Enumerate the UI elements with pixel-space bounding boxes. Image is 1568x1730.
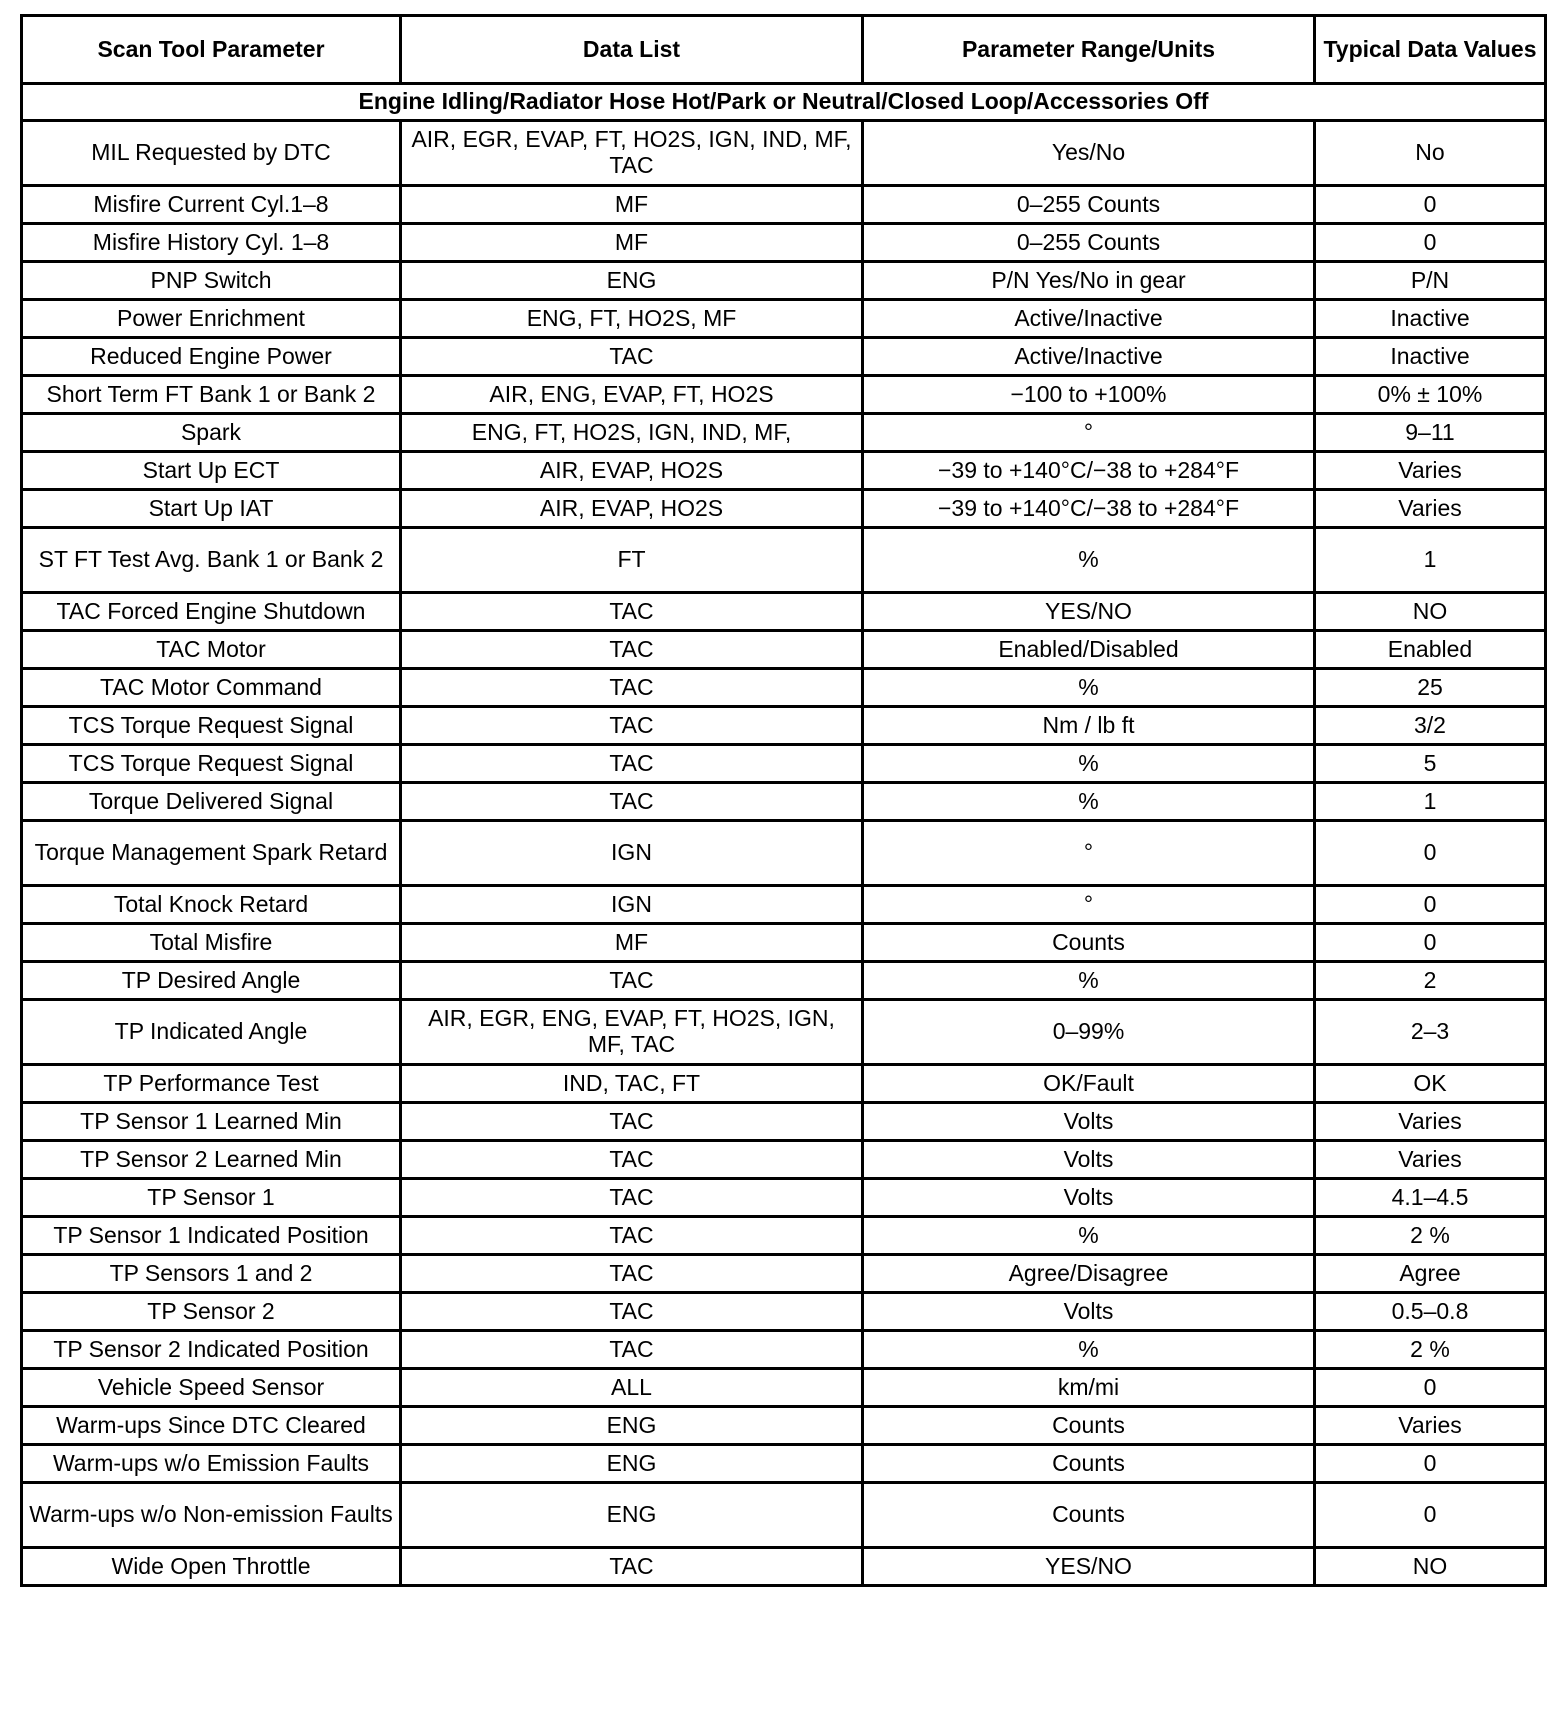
- cell-parameter-range: %: [863, 1217, 1315, 1255]
- cell-typical-value: 0: [1315, 1445, 1546, 1483]
- cell-typical-value: Varies: [1315, 1407, 1546, 1445]
- cell-parameter-range: %: [863, 783, 1315, 821]
- header-scan-tool-parameter: Scan Tool Parameter: [22, 16, 401, 84]
- cell-data-list: AIR, EGR, ENG, EVAP, FT, HO2S, IGN, MF, TAC: [401, 1000, 863, 1065]
- cell-typical-value: 1: [1315, 783, 1546, 821]
- cell-data-list: TAC: [401, 783, 863, 821]
- condition-row: [22, 84, 1546, 121]
- table-row: [22, 1255, 1546, 1293]
- cell-parameter-range: Counts: [863, 1407, 1315, 1445]
- table-row: [22, 1293, 1546, 1331]
- table-row: [22, 1445, 1546, 1483]
- cell-typical-value: 0.5–0.8: [1315, 1293, 1546, 1331]
- table-row: [22, 669, 1546, 707]
- table-row: [22, 376, 1546, 414]
- cell-typical-value: Varies: [1315, 1141, 1546, 1179]
- condition-text: Engine Idling/Radiator Hose Hot/Park or Neutral/Closed Loop/Accessories Off: [22, 84, 1546, 121]
- cell-scan-tool-parameter: Torque Management Spark Retard: [22, 821, 401, 886]
- cell-typical-value: 0: [1315, 1483, 1546, 1548]
- cell-scan-tool-parameter: Warm-ups w/o Emission Faults: [22, 1445, 401, 1483]
- cell-scan-tool-parameter: TP Sensors 1 and 2: [22, 1255, 401, 1293]
- cell-scan-tool-parameter: TP Sensor 2: [22, 1293, 401, 1331]
- table-row: [22, 1331, 1546, 1369]
- cell-scan-tool-parameter: TP Indicated Angle: [22, 1000, 401, 1065]
- cell-parameter-range: Volts: [863, 1141, 1315, 1179]
- cell-scan-tool-parameter: TAC Motor: [22, 631, 401, 669]
- cell-data-list: ENG, FT, HO2S, MF: [401, 300, 863, 338]
- table-row: [22, 707, 1546, 745]
- table-row: [22, 1000, 1546, 1065]
- cell-parameter-range: km/mi: [863, 1369, 1315, 1407]
- table-row: [22, 262, 1546, 300]
- table-row: [22, 1217, 1546, 1255]
- cell-parameter-range: Active/Inactive: [863, 300, 1315, 338]
- table-row: [22, 1103, 1546, 1141]
- cell-data-list: TAC: [401, 1141, 863, 1179]
- cell-typical-value: 0: [1315, 924, 1546, 962]
- cell-data-list: TAC: [401, 1103, 863, 1141]
- table-row: [22, 490, 1546, 528]
- cell-typical-value: 0: [1315, 224, 1546, 262]
- cell-typical-value: 4.1–4.5: [1315, 1179, 1546, 1217]
- cell-data-list: TAC: [401, 1255, 863, 1293]
- header-parameter-range-units: Parameter Range/Units: [863, 16, 1315, 84]
- cell-data-list: TAC: [401, 1331, 863, 1369]
- cell-data-list: MF: [401, 186, 863, 224]
- cell-parameter-range: °: [863, 414, 1315, 452]
- cell-scan-tool-parameter: PNP Switch: [22, 262, 401, 300]
- cell-typical-value: 5: [1315, 745, 1546, 783]
- cell-parameter-range: %: [863, 1331, 1315, 1369]
- header-data-list: Data List: [401, 16, 863, 84]
- cell-data-list: TAC: [401, 745, 863, 783]
- cell-parameter-range: Counts: [863, 924, 1315, 962]
- table-row: [22, 186, 1546, 224]
- cell-parameter-range: Counts: [863, 1445, 1315, 1483]
- cell-data-list: AIR, EVAP, HO2S: [401, 452, 863, 490]
- cell-typical-value: 9–11: [1315, 414, 1546, 452]
- table-row: [22, 924, 1546, 962]
- cell-parameter-range: °: [863, 821, 1315, 886]
- cell-scan-tool-parameter: Misfire Current Cyl.1–8: [22, 186, 401, 224]
- cell-parameter-range: 0–255 Counts: [863, 186, 1315, 224]
- cell-parameter-range: Volts: [863, 1293, 1315, 1331]
- cell-scan-tool-parameter: Warm-ups Since DTC Cleared: [22, 1407, 401, 1445]
- cell-parameter-range: OK/Fault: [863, 1065, 1315, 1103]
- cell-data-list: TAC: [401, 1293, 863, 1331]
- table-row: [22, 593, 1546, 631]
- cell-typical-value: 2 %: [1315, 1331, 1546, 1369]
- cell-scan-tool-parameter: Spark: [22, 414, 401, 452]
- cell-parameter-range: −100 to +100%: [863, 376, 1315, 414]
- cell-scan-tool-parameter: TP Sensor 2 Learned Min: [22, 1141, 401, 1179]
- table-row: [22, 1141, 1546, 1179]
- cell-data-list: ENG, FT, HO2S, IGN, IND, MF,: [401, 414, 863, 452]
- cell-scan-tool-parameter: Wide Open Throttle: [22, 1548, 401, 1586]
- cell-data-list: MF: [401, 924, 863, 962]
- cell-scan-tool-parameter: TP Sensor 1 Learned Min: [22, 1103, 401, 1141]
- cell-typical-value: 0: [1315, 186, 1546, 224]
- cell-parameter-range: Nm / lb ft: [863, 707, 1315, 745]
- cell-parameter-range: YES/NO: [863, 1548, 1315, 1586]
- cell-data-list: AIR, EVAP, HO2S: [401, 490, 863, 528]
- cell-scan-tool-parameter: Power Enrichment: [22, 300, 401, 338]
- cell-parameter-range: %: [863, 962, 1315, 1000]
- cell-scan-tool-parameter: TP Sensor 2 Indicated Position: [22, 1331, 401, 1369]
- cell-scan-tool-parameter: Short Term FT Bank 1 or Bank 2: [22, 376, 401, 414]
- table-row: [22, 300, 1546, 338]
- cell-data-list: AIR, ENG, EVAP, FT, HO2S: [401, 376, 863, 414]
- cell-parameter-range: %: [863, 745, 1315, 783]
- cell-parameter-range: Yes/No: [863, 121, 1315, 186]
- table-row: [22, 1483, 1546, 1548]
- table-body: [22, 84, 1546, 1586]
- cell-data-list: ENG: [401, 1483, 863, 1548]
- cell-scan-tool-parameter: TP Sensor 1: [22, 1179, 401, 1217]
- cell-parameter-range: %: [863, 528, 1315, 593]
- cell-data-list: TAC: [401, 593, 863, 631]
- cell-typical-value: P/N: [1315, 262, 1546, 300]
- table-row: [22, 745, 1546, 783]
- cell-data-list: TAC: [401, 1179, 863, 1217]
- cell-parameter-range: Agree/Disagree: [863, 1255, 1315, 1293]
- cell-typical-value: Agree: [1315, 1255, 1546, 1293]
- cell-typical-value: No: [1315, 121, 1546, 186]
- cell-scan-tool-parameter: Vehicle Speed Sensor: [22, 1369, 401, 1407]
- scan-tool-data-sheet: [20, 14, 1547, 1587]
- cell-data-list: TAC: [401, 669, 863, 707]
- cell-scan-tool-parameter: Misfire History Cyl. 1–8: [22, 224, 401, 262]
- cell-scan-tool-parameter: TP Desired Angle: [22, 962, 401, 1000]
- cell-parameter-range: −39 to +140°C/−38 to +284°F: [863, 452, 1315, 490]
- cell-parameter-range: 0–99%: [863, 1000, 1315, 1065]
- table-row: [22, 1369, 1546, 1407]
- cell-typical-value: Varies: [1315, 490, 1546, 528]
- cell-typical-value: 2–3: [1315, 1000, 1546, 1065]
- table-row: [22, 528, 1546, 593]
- cell-scan-tool-parameter: MIL Requested by DTC: [22, 121, 401, 186]
- cell-parameter-range: 0–255 Counts: [863, 224, 1315, 262]
- cell-parameter-range: −39 to +140°C/−38 to +284°F: [863, 490, 1315, 528]
- cell-parameter-range: Counts: [863, 1483, 1315, 1548]
- cell-scan-tool-parameter: Warm-ups w/o Non-emission Faults: [22, 1483, 401, 1548]
- table-row: [22, 631, 1546, 669]
- cell-data-list: IND, TAC, FT: [401, 1065, 863, 1103]
- cell-typical-value: Enabled: [1315, 631, 1546, 669]
- cell-data-list: TAC: [401, 338, 863, 376]
- cell-data-list: IGN: [401, 886, 863, 924]
- table-row: [22, 783, 1546, 821]
- table-row: [22, 121, 1546, 186]
- table-row: [22, 1407, 1546, 1445]
- cell-scan-tool-parameter: Torque Delivered Signal: [22, 783, 401, 821]
- cell-scan-tool-parameter: Reduced Engine Power: [22, 338, 401, 376]
- header-typical-data-values: Typical Data Values: [1315, 16, 1546, 84]
- cell-data-list: TAC: [401, 631, 863, 669]
- cell-scan-tool-parameter: Total Misfire: [22, 924, 401, 962]
- table-row: [22, 224, 1546, 262]
- cell-typical-value: 25: [1315, 669, 1546, 707]
- table-row: [22, 962, 1546, 1000]
- cell-typical-value: NO: [1315, 1548, 1546, 1586]
- table-row: [22, 1065, 1546, 1103]
- cell-scan-tool-parameter: Start Up ECT: [22, 452, 401, 490]
- cell-typical-value: 0% ± 10%: [1315, 376, 1546, 414]
- cell-typical-value: 0: [1315, 821, 1546, 886]
- cell-data-list: ENG: [401, 262, 863, 300]
- cell-scan-tool-parameter: TCS Torque Request Signal: [22, 707, 401, 745]
- cell-scan-tool-parameter: ST FT Test Avg. Bank 1 or Bank 2: [22, 528, 401, 593]
- cell-typical-value: NO: [1315, 593, 1546, 631]
- cell-data-list: ENG: [401, 1407, 863, 1445]
- table-row: [22, 1179, 1546, 1217]
- cell-parameter-range: Volts: [863, 1179, 1315, 1217]
- cell-scan-tool-parameter: TP Sensor 1 Indicated Position: [22, 1217, 401, 1255]
- cell-data-list: ENG: [401, 1445, 863, 1483]
- cell-typical-value: Inactive: [1315, 300, 1546, 338]
- table-row: [22, 821, 1546, 886]
- cell-data-list: IGN: [401, 821, 863, 886]
- cell-scan-tool-parameter: TCS Torque Request Signal: [22, 745, 401, 783]
- table-row: [22, 414, 1546, 452]
- table-row: [22, 338, 1546, 376]
- cell-data-list: TAC: [401, 1548, 863, 1586]
- cell-parameter-range: Active/Inactive: [863, 338, 1315, 376]
- cell-scan-tool-parameter: TP Performance Test: [22, 1065, 401, 1103]
- cell-parameter-range: YES/NO: [863, 593, 1315, 631]
- cell-typical-value: Varies: [1315, 1103, 1546, 1141]
- cell-data-list: FT: [401, 528, 863, 593]
- cell-scan-tool-parameter: Total Knock Retard: [22, 886, 401, 924]
- cell-parameter-range: %: [863, 669, 1315, 707]
- cell-data-list: TAC: [401, 962, 863, 1000]
- cell-data-list: AIR, EGR, EVAP, FT, HO2S, IGN, IND, MF, TAC: [401, 121, 863, 186]
- scan-tool-data-table: [20, 14, 1547, 1587]
- table-row: [22, 1548, 1546, 1586]
- cell-scan-tool-parameter: TAC Forced Engine Shutdown: [22, 593, 401, 631]
- cell-parameter-range: Enabled/Disabled: [863, 631, 1315, 669]
- cell-scan-tool-parameter: TAC Motor Command: [22, 669, 401, 707]
- cell-typical-value: 2: [1315, 962, 1546, 1000]
- cell-parameter-range: P/N Yes/No in gear: [863, 262, 1315, 300]
- cell-data-list: TAC: [401, 1217, 863, 1255]
- cell-parameter-range: Volts: [863, 1103, 1315, 1141]
- cell-data-list: TAC: [401, 707, 863, 745]
- cell-typical-value: 3/2: [1315, 707, 1546, 745]
- cell-typical-value: Varies: [1315, 452, 1546, 490]
- cell-typical-value: 0: [1315, 1369, 1546, 1407]
- cell-parameter-range: °: [863, 886, 1315, 924]
- cell-typical-value: 1: [1315, 528, 1546, 593]
- table-row: [22, 452, 1546, 490]
- cell-typical-value: 2 %: [1315, 1217, 1546, 1255]
- cell-typical-value: OK: [1315, 1065, 1546, 1103]
- cell-scan-tool-parameter: Start Up IAT: [22, 490, 401, 528]
- cell-data-list: ALL: [401, 1369, 863, 1407]
- cell-typical-value: 0: [1315, 886, 1546, 924]
- table-row: [22, 886, 1546, 924]
- header-row: [22, 16, 1546, 84]
- cell-typical-value: Inactive: [1315, 338, 1546, 376]
- cell-data-list: MF: [401, 224, 863, 262]
